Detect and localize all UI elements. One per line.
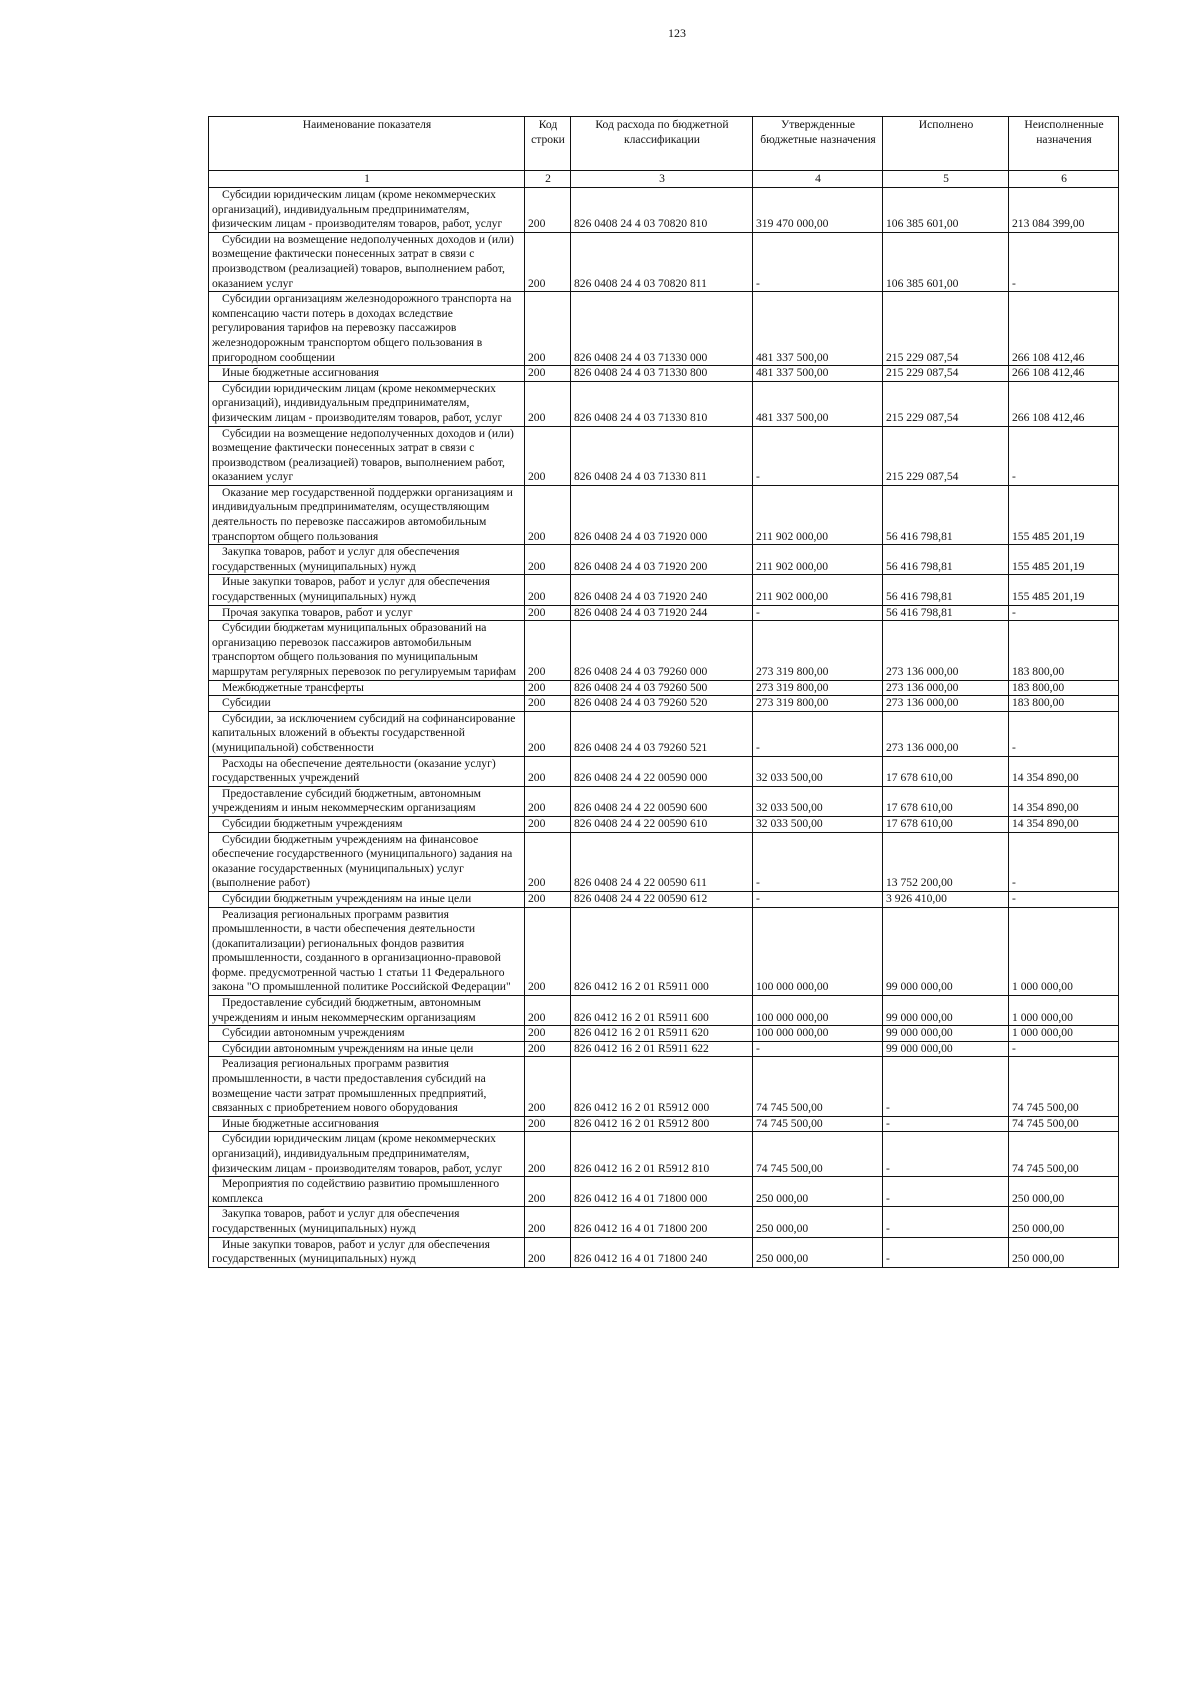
indicator-name-cell: Субсидии юридическим лицам (кроме некоммерческих организаций), индивидуальным предпринимателям, физическим лицам - производителям товаров, работ, услуг (209, 1132, 525, 1177)
header-indicator-name: Наименование показателя (209, 117, 525, 171)
header-executed: Исполнено (883, 117, 1009, 171)
indicator-name-cell: Закупка товаров, работ и услуг для обеспечения государственных (муниципальных) нужд (209, 545, 525, 575)
table-row (209, 1116, 1119, 1132)
page-number: 123 (668, 26, 686, 40)
budget-class-code-cell: 826 0408 24 4 22 00590 612 (571, 891, 753, 907)
line-code-cell: 200 (525, 575, 571, 605)
approved-amount-cell: 32 033 500,00 (753, 816, 883, 832)
unexecuted-amount-cell: - (1009, 232, 1119, 291)
indicator-name-cell: Закупка товаров, работ и услуг для обеспечения государственных (муниципальных) нужд (209, 1207, 525, 1237)
indicator-name-cell: Расходы на обеспечение деятельности (оказание услуг) государственных учреждений (209, 756, 525, 786)
approved-amount-cell: 481 337 500,00 (753, 366, 883, 382)
budget-class-code-cell: 826 0412 16 2 01 R5911 000 (571, 907, 753, 996)
line-code-cell: 200 (525, 232, 571, 291)
approved-amount-cell: - (753, 832, 883, 891)
line-code-cell: 200 (525, 786, 571, 816)
header-unexecuted: Неисполненные назначения (1009, 117, 1119, 171)
executed-amount-cell: 17 678 610,00 (883, 786, 1009, 816)
approved-amount-cell: 100 000 000,00 (753, 1026, 883, 1042)
line-code-cell: 200 (525, 680, 571, 696)
indicator-name-cell: Иные закупки товаров, работ и услуг для обеспечения государственных (муниципальных) нужд (209, 575, 525, 605)
line-code-cell: 200 (525, 996, 571, 1026)
table-header-row (209, 117, 1119, 171)
unexecuted-amount-cell: 14 354 890,00 (1009, 816, 1119, 832)
executed-amount-cell: 106 385 601,00 (883, 232, 1009, 291)
budget-class-code-cell: 826 0412 16 2 01 R5911 622 (571, 1041, 753, 1057)
line-code-cell: 200 (525, 1237, 571, 1267)
line-code-cell: 200 (525, 1132, 571, 1177)
approved-amount-cell: 100 000 000,00 (753, 996, 883, 1026)
table-row (209, 1207, 1119, 1237)
approved-amount-cell: 273 319 800,00 (753, 680, 883, 696)
approved-amount-cell: 250 000,00 (753, 1237, 883, 1267)
unexecuted-amount-cell: 155 485 201,19 (1009, 485, 1119, 544)
executed-amount-cell: 215 229 087,54 (883, 292, 1009, 366)
indicator-name-cell: Субсидии на возмещение недополученных доходов и (или) возмещение фактически понесенных затрат в связи с производством (реализацией) товаров, выполнением работ, оказанием услуг (209, 426, 525, 485)
table-row (209, 696, 1119, 712)
table-row (209, 1177, 1119, 1207)
budget-class-code-cell: 826 0412 16 4 01 71800 000 (571, 1177, 753, 1207)
unexecuted-amount-cell: 74 745 500,00 (1009, 1132, 1119, 1177)
header-approved: Утвержденные бюджетные назначения (753, 117, 883, 171)
unexecuted-amount-cell: 74 745 500,00 (1009, 1057, 1119, 1116)
line-code-cell: 200 (525, 292, 571, 366)
approved-amount-cell: - (753, 891, 883, 907)
unexecuted-amount-cell: 1 000 000,00 (1009, 907, 1119, 996)
budget-class-code-cell: 826 0408 24 4 03 79260 500 (571, 680, 753, 696)
indicator-name-cell: Субсидии бюджетам муниципальных образований на организацию перевозок пассажиров автомобильным транспортом общего пользования по муниципальным маршрутам регулярных перевозок по регулируемым тарифам (209, 621, 525, 680)
table-row (209, 1057, 1119, 1116)
header-budget-class-code: Код расхода по бюджетной классификации (571, 117, 753, 171)
executed-amount-cell: 273 136 000,00 (883, 621, 1009, 680)
budget-class-code-cell: 826 0408 24 4 03 71330 000 (571, 292, 753, 366)
budget-class-code-cell: 826 0412 16 2 01 R5911 600 (571, 996, 753, 1026)
approved-amount-cell: - (753, 1041, 883, 1057)
approved-amount-cell: - (753, 605, 883, 621)
approved-amount-cell: 273 319 800,00 (753, 621, 883, 680)
executed-amount-cell: 273 136 000,00 (883, 711, 1009, 756)
table-row (209, 816, 1119, 832)
header-line-code: Код строки (525, 117, 571, 171)
table-row (209, 1041, 1119, 1057)
indicator-name-cell: Субсидии бюджетным учреждениям на иные цели (209, 891, 525, 907)
table-row (209, 621, 1119, 680)
approved-amount-cell: - (753, 232, 883, 291)
unexecuted-amount-cell: 266 108 412,46 (1009, 366, 1119, 382)
indicator-name-cell: Субсидии автономным учреждениям (209, 1026, 525, 1042)
unexecuted-amount-cell: - (1009, 891, 1119, 907)
column-number: 1 (209, 171, 525, 188)
indicator-name-cell: Субсидии юридическим лицам (кроме некоммерческих организаций), индивидуальным предпринимателям, физическим лицам - производителям товаров, работ, услуг (209, 188, 525, 233)
line-code-cell: 200 (525, 485, 571, 544)
executed-amount-cell: 56 416 798,81 (883, 545, 1009, 575)
budget-class-code-cell: 826 0408 24 4 03 71920 244 (571, 605, 753, 621)
line-code-cell: 200 (525, 1026, 571, 1042)
line-code-cell: 200 (525, 1041, 571, 1057)
table-row (209, 1237, 1119, 1267)
executed-amount-cell: 273 136 000,00 (883, 696, 1009, 712)
indicator-name-cell: Предоставление субсидий бюджетным, автономным учреждениям и иным некоммерческим организациям (209, 786, 525, 816)
approved-amount-cell: 32 033 500,00 (753, 756, 883, 786)
line-code-cell: 200 (525, 1207, 571, 1237)
table-row (209, 485, 1119, 544)
budget-class-code-cell: 826 0412 16 4 01 71800 240 (571, 1237, 753, 1267)
line-code-cell: 200 (525, 891, 571, 907)
indicator-name-cell: Субсидии автономным учреждениям на иные цели (209, 1041, 525, 1057)
line-code-cell: 200 (525, 188, 571, 233)
budget-class-code-cell: 826 0412 16 2 01 R5912 800 (571, 1116, 753, 1132)
line-code-cell: 200 (525, 426, 571, 485)
column-number: 3 (571, 171, 753, 188)
budget-class-code-cell: 826 0408 24 4 22 00590 611 (571, 832, 753, 891)
budget-class-code-cell: 826 0408 24 4 03 79260 520 (571, 696, 753, 712)
unexecuted-amount-cell: 183 800,00 (1009, 680, 1119, 696)
executed-amount-cell: 56 416 798,81 (883, 605, 1009, 621)
table-row (209, 891, 1119, 907)
executed-amount-cell: 3 926 410,00 (883, 891, 1009, 907)
approved-amount-cell: 74 745 500,00 (753, 1057, 883, 1116)
budget-class-code-cell: 826 0408 24 4 03 71920 200 (571, 545, 753, 575)
indicator-name-cell: Иные бюджетные ассигнования (209, 366, 525, 382)
budget-class-code-cell: 826 0408 24 4 03 71920 000 (571, 485, 753, 544)
unexecuted-amount-cell: - (1009, 711, 1119, 756)
budget-class-code-cell: 826 0408 24 4 03 71330 811 (571, 426, 753, 485)
indicator-name-cell: Субсидии юридическим лицам (кроме некоммерческих организаций), индивидуальным предпринимателям, физическим лицам - производителям товаров, работ, услуг (209, 381, 525, 426)
approved-amount-cell: 100 000 000,00 (753, 907, 883, 996)
executed-amount-cell: 13 752 200,00 (883, 832, 1009, 891)
budget-class-code-cell: 826 0408 24 4 03 79260 521 (571, 711, 753, 756)
indicator-name-cell: Субсидии организациям железнодорожного транспорта на компенсацию части потерь в доходах вследствие регулирования тарифов на перевозку пассажиров железнодорожным транспортом общего пользования в пригородном сообщении (209, 292, 525, 366)
indicator-name-cell: Субсидии (209, 696, 525, 712)
approved-amount-cell: 211 902 000,00 (753, 485, 883, 544)
budget-class-code-cell: 826 0408 24 4 03 71330 810 (571, 381, 753, 426)
table-row (209, 292, 1119, 366)
indicator-name-cell: Субсидии бюджетным учреждениям (209, 816, 525, 832)
unexecuted-amount-cell: 14 354 890,00 (1009, 756, 1119, 786)
indicator-name-cell: Межбюджетные трансферты (209, 680, 525, 696)
budget-execution-table (208, 116, 1119, 1268)
executed-amount-cell: 215 229 087,54 (883, 426, 1009, 485)
executed-amount-cell: 17 678 610,00 (883, 816, 1009, 832)
line-code-cell: 200 (525, 907, 571, 996)
line-code-cell: 200 (525, 381, 571, 426)
approved-amount-cell: 250 000,00 (753, 1207, 883, 1237)
line-code-cell: 200 (525, 696, 571, 712)
table-row (209, 907, 1119, 996)
executed-amount-cell: - (883, 1207, 1009, 1237)
executed-amount-cell: 273 136 000,00 (883, 680, 1009, 696)
executed-amount-cell: 215 229 087,54 (883, 366, 1009, 382)
unexecuted-amount-cell: - (1009, 605, 1119, 621)
unexecuted-amount-cell: 155 485 201,19 (1009, 575, 1119, 605)
executed-amount-cell: 56 416 798,81 (883, 575, 1009, 605)
table-row (209, 832, 1119, 891)
approved-amount-cell: 481 337 500,00 (753, 292, 883, 366)
line-code-cell: 200 (525, 816, 571, 832)
executed-amount-cell: 99 000 000,00 (883, 996, 1009, 1026)
table-row (209, 232, 1119, 291)
approved-amount-cell: 74 745 500,00 (753, 1132, 883, 1177)
indicator-name-cell: Мероприятия по содействию развитию промышленного комплекса (209, 1177, 525, 1207)
unexecuted-amount-cell: 155 485 201,19 (1009, 545, 1119, 575)
column-number: 2 (525, 171, 571, 188)
table-row (209, 188, 1119, 233)
line-code-cell: 200 (525, 605, 571, 621)
line-code-cell: 200 (525, 756, 571, 786)
unexecuted-amount-cell: 183 800,00 (1009, 621, 1119, 680)
unexecuted-amount-cell: 1 000 000,00 (1009, 1026, 1119, 1042)
unexecuted-amount-cell: 250 000,00 (1009, 1207, 1119, 1237)
executed-amount-cell: 17 678 610,00 (883, 756, 1009, 786)
executed-amount-cell: - (883, 1057, 1009, 1116)
executed-amount-cell: 215 229 087,54 (883, 381, 1009, 426)
unexecuted-amount-cell: 74 745 500,00 (1009, 1116, 1119, 1132)
unexecuted-amount-cell: 266 108 412,46 (1009, 381, 1119, 426)
budget-class-code-cell: 826 0408 24 4 03 79260 000 (571, 621, 753, 680)
approved-amount-cell: 211 902 000,00 (753, 545, 883, 575)
approved-amount-cell: 481 337 500,00 (753, 381, 883, 426)
table-row (209, 426, 1119, 485)
table-row (209, 711, 1119, 756)
executed-amount-cell: 99 000 000,00 (883, 907, 1009, 996)
line-code-cell: 200 (525, 621, 571, 680)
line-code-cell: 200 (525, 1116, 571, 1132)
unexecuted-amount-cell: - (1009, 832, 1119, 891)
line-code-cell: 200 (525, 545, 571, 575)
budget-class-code-cell: 826 0408 24 4 22 00590 000 (571, 756, 753, 786)
table-row (209, 1026, 1119, 1042)
budget-class-code-cell: 826 0408 24 4 22 00590 610 (571, 816, 753, 832)
column-number: 5 (883, 171, 1009, 188)
indicator-name-cell: Реализация региональных программ развития промышленности, в части предоставления субсидий на возмещение части затрат промышленных предприятий, связанных с приобретением нового оборудования (209, 1057, 525, 1116)
budget-class-code-cell: 826 0412 16 2 01 R5912 000 (571, 1057, 753, 1116)
column-number: 4 (753, 171, 883, 188)
indicator-name-cell: Оказание мер государственной поддержки организациям и индивидуальным предпринимателям, осуществляющим деятельность по перевозке пассажиров автомобильным транспортом общего пользования (209, 485, 525, 544)
indicator-name-cell: Реализация региональных программ развития промышленности, в части обеспечения деятельности (докапитализации) региональных фондов развития промышленности, созданного в организационно-правовой форме. предусмотренной частью 1 статьи 11 Федерального закона "О промышленной политике Российской Федерации" (209, 907, 525, 996)
unexecuted-amount-cell: 14 354 890,00 (1009, 786, 1119, 816)
unexecuted-amount-cell: 183 800,00 (1009, 696, 1119, 712)
table-row (209, 1132, 1119, 1177)
indicator-name-cell: Иные закупки товаров, работ и услуг для обеспечения государственных (муниципальных) нужд (209, 1237, 525, 1267)
column-number-row (209, 171, 1119, 188)
table-row (209, 366, 1119, 382)
executed-amount-cell: 99 000 000,00 (883, 1026, 1009, 1042)
indicator-name-cell: Иные бюджетные ассигнования (209, 1116, 525, 1132)
table-row (209, 575, 1119, 605)
budget-class-code-cell: 826 0408 24 4 03 70820 810 (571, 188, 753, 233)
approved-amount-cell: - (753, 426, 883, 485)
approved-amount-cell: 319 470 000,00 (753, 188, 883, 233)
approved-amount-cell: 32 033 500,00 (753, 786, 883, 816)
column-number: 6 (1009, 171, 1119, 188)
budget-class-code-cell: 826 0412 16 4 01 71800 200 (571, 1207, 753, 1237)
unexecuted-amount-cell: - (1009, 1041, 1119, 1057)
indicator-name-cell: Субсидии на возмещение недополученных доходов и (или) возмещение фактически понесенных затрат в связи с производством (реализацией) товаров, выполнением работ, оказанием услуг (209, 232, 525, 291)
executed-amount-cell: 99 000 000,00 (883, 1041, 1009, 1057)
line-code-cell: 200 (525, 366, 571, 382)
executed-amount-cell: - (883, 1132, 1009, 1177)
indicator-name-cell: Субсидии, за исключением субсидий на софинансирование капитальных вложений в объекты государственной (муниципальной) собственности (209, 711, 525, 756)
line-code-cell: 200 (525, 711, 571, 756)
unexecuted-amount-cell: 250 000,00 (1009, 1237, 1119, 1267)
executed-amount-cell: - (883, 1237, 1009, 1267)
indicator-name-cell: Прочая закупка товаров, работ и услуг (209, 605, 525, 621)
budget-class-code-cell: 826 0412 16 2 01 R5912 810 (571, 1132, 753, 1177)
budget-class-code-cell: 826 0412 16 2 01 R5911 620 (571, 1026, 753, 1042)
approved-amount-cell: 273 319 800,00 (753, 696, 883, 712)
unexecuted-amount-cell: 266 108 412,46 (1009, 292, 1119, 366)
table-row (209, 545, 1119, 575)
budget-class-code-cell: 826 0408 24 4 22 00590 600 (571, 786, 753, 816)
line-code-cell: 200 (525, 1057, 571, 1116)
budget-class-code-cell: 826 0408 24 4 03 71330 800 (571, 366, 753, 382)
executed-amount-cell: - (883, 1116, 1009, 1132)
approved-amount-cell: - (753, 711, 883, 756)
budget-class-code-cell: 826 0408 24 4 03 71920 240 (571, 575, 753, 605)
table-row (209, 756, 1119, 786)
approved-amount-cell: 211 902 000,00 (753, 575, 883, 605)
approved-amount-cell: 250 000,00 (753, 1177, 883, 1207)
unexecuted-amount-cell: 213 084 399,00 (1009, 188, 1119, 233)
indicator-name-cell: Субсидии бюджетным учреждениям на финансовое обеспечение государственного (муниципального) задания на оказание государственных (муниципальных) услуг (выполнение работ) (209, 832, 525, 891)
unexecuted-amount-cell: - (1009, 426, 1119, 485)
unexecuted-amount-cell: 1 000 000,00 (1009, 996, 1119, 1026)
indicator-name-cell: Предоставление субсидий бюджетным, автономным учреждениям и иным некоммерческим организациям (209, 996, 525, 1026)
budget-class-code-cell: 826 0408 24 4 03 70820 811 (571, 232, 753, 291)
table-row (209, 605, 1119, 621)
unexecuted-amount-cell: 250 000,00 (1009, 1177, 1119, 1207)
approved-amount-cell: 74 745 500,00 (753, 1116, 883, 1132)
executed-amount-cell: - (883, 1177, 1009, 1207)
table-row (209, 381, 1119, 426)
table-row (209, 680, 1119, 696)
executed-amount-cell: 106 385 601,00 (883, 188, 1009, 233)
table-row (209, 996, 1119, 1026)
executed-amount-cell: 56 416 798,81 (883, 485, 1009, 544)
line-code-cell: 200 (525, 1177, 571, 1207)
table-row (209, 786, 1119, 816)
line-code-cell: 200 (525, 832, 571, 891)
